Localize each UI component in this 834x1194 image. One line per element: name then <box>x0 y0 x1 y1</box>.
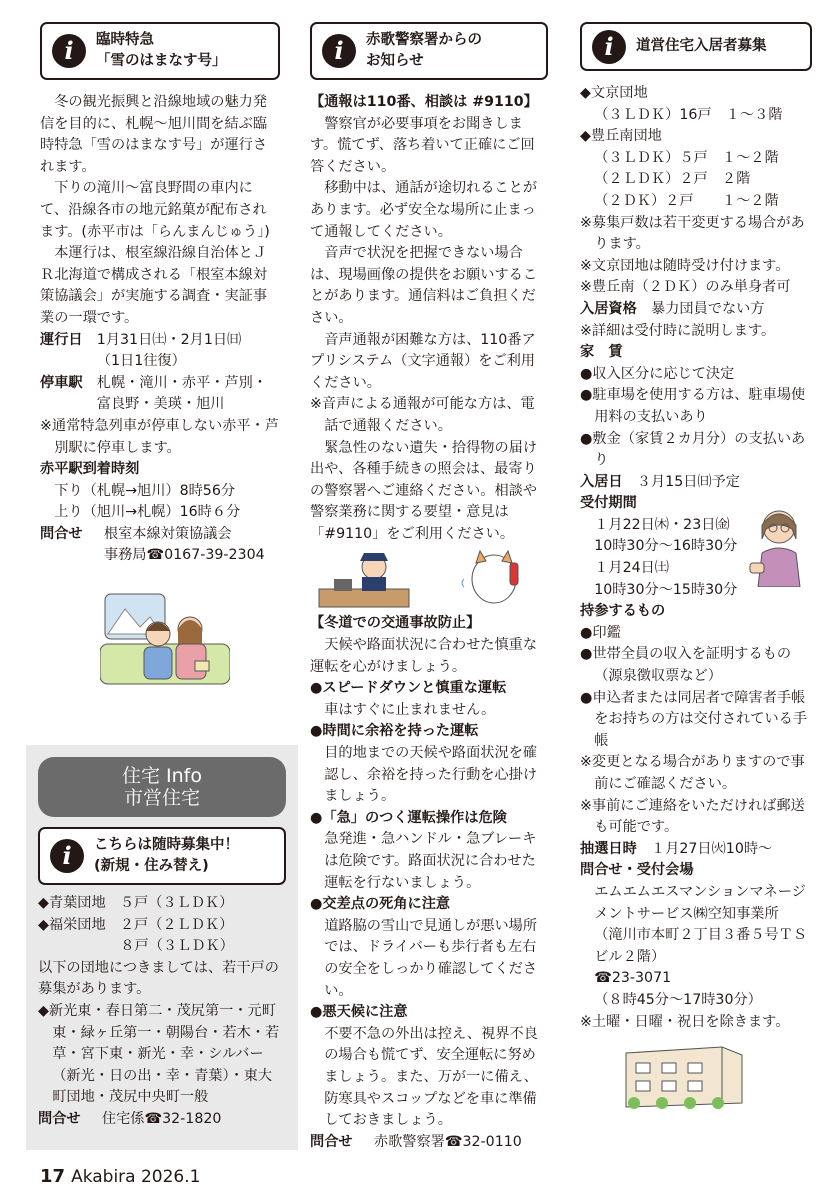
publication-title: Akabira 2026.1 <box>71 1167 201 1187</box>
rent-item-2: ●駐車場を使用する方は、駐車場使用料の支払いあり <box>580 387 806 425</box>
train-passengers-illustration <box>100 589 230 694</box>
unit-line-4: （３ＬＤＫ）５戸 １～２階 <box>594 149 779 166</box>
prefectural-housing-title: 道営住宅入居者募集 <box>636 38 767 54</box>
housing-note-1: ※募集戸数は若干変更する場合があります。 <box>580 214 805 253</box>
prefectural-housing-header <box>580 22 812 71</box>
contact-label: 問合せ・受付会場 <box>580 862 694 879</box>
traffic-intro: 天候や路面状況に合わせた慎重な運転を心がけましょう。 <box>310 637 538 675</box>
info-icon: i <box>50 839 84 873</box>
qualification: 入居資格 暴力団員でない方 <box>580 300 765 317</box>
operation-date: 運行日 1月31日㈯・2月1日㈰ <box>40 331 242 348</box>
apartment-building-illustration <box>622 1043 746 1115</box>
bring-item-2: ●世帯全員の収入を証明するもの（源泉徴収票など） <box>580 646 792 685</box>
housing-line2: ◆福栄団地 ２戸（２ＬＤＫ） <box>38 916 234 933</box>
reception-period <box>580 493 812 601</box>
housing-header <box>38 827 286 885</box>
period-label: 受付期間 <box>580 495 637 512</box>
arrival-down: 下り（札幌→旭川）8時56分 <box>54 482 236 499</box>
housing-banner-line2: 市営住宅 <box>123 787 200 809</box>
police-column <box>310 22 548 1153</box>
period-line-3: １月24日㈯ <box>594 560 669 577</box>
train-paragraph-2: 下りの滝川～富良野間の車内にて、沿線各市の地元銘菓が配布されます。(赤平市は「らんまんじゅう」) <box>40 180 270 240</box>
police-paragraph-4: 音声通報が困難な方は、110番アプリシステム（文字通報）をご利用ください。 <box>310 331 536 391</box>
traffic-item-2: ●時間に余裕を持った運転 目的地までの天候や路面状況を確認し、余裕を持った行動を心掛けましょう。 <box>310 723 538 805</box>
rent-label: 家 賃 <box>580 344 623 361</box>
police-paragraph-1: 警察官が必要事項をお聞きします。慌てず、落ち着いて正確にご回答ください。 <box>310 115 535 175</box>
housing-note-4: ※詳細は受付時に説明します。 <box>580 322 776 339</box>
housing-banner-line1: 住宅 Info <box>122 765 202 787</box>
housing-note-3: ※豊丘南（２ＤＫ）のみ単身者可 <box>580 279 791 296</box>
police-paragraph-2: 移動中は、通話が途切れることがあります。必ず安全な場所に止まって通報してください。 <box>310 180 538 240</box>
unit-line-2: （３ＬＤＫ）16戸 １～３階 <box>594 106 783 123</box>
bring-item-3: ●申込者または同居者で障害者手帳をお持ちの方は交付されている手帳 <box>580 689 808 749</box>
police-subheading-1: 【通報は110番、相談は #9110】 <box>310 94 538 110</box>
city-housing-panel <box>26 745 298 1150</box>
train-inquiry-line2: 事務局☎0167-39-2304 <box>103 547 265 564</box>
contact-line-1: エムエムエスマンションマネージメントサービス㈱空知事業所 <box>594 883 806 922</box>
bring-item-1: ●印鑑 <box>580 624 621 641</box>
rent-item-3: ●敷金（家賃２カ月分）の支払いあり <box>580 430 806 469</box>
page-footer <box>40 1166 200 1187</box>
prefectural-housing-column <box>580 22 812 1115</box>
train-note: ※通常特急列車が停車しない赤平・芦別駅に停車します。 <box>40 417 279 456</box>
rent-item-1: ●収入区分に応じて決定 <box>580 365 735 382</box>
train-inquiry: 問合せ 根室本線対策協議会 事務局☎0167-39-2304 <box>40 524 280 567</box>
period-line-4: 10時30分～15時30分 <box>594 581 738 598</box>
info-icon: i <box>52 34 86 68</box>
police-paragraph-5: 緊急性のない遺失・拾得物の届け出や、各種手続きの照会は、最寄りの警察署へご連絡ください。相談や警察業務に関する要望・意見は「#9110」をご利用ください。 <box>310 439 538 542</box>
period-line-2: 10時30分～16時30分 <box>594 538 738 555</box>
traffic-item-4: ●交差点の死角に注意 道路脇の雪山で見通しが悪い場所では、ドライバーも歩行者も左右の安全をしっかり確認してください。 <box>310 896 538 999</box>
traffic-item-3: ●「急」のつく運転操作は危険 急発進・急ハンドル・急ブレーキは危険です。路面状況に合わせた運転を行ないましょう。 <box>310 809 537 891</box>
receptionist-illustration <box>746 503 812 587</box>
housing-line1: ◆青葉団地 ５戸（３ＬＤＫ） <box>38 895 234 911</box>
housing-note-2: ※文京団地は随時受け付けます。 <box>580 257 790 274</box>
period-line-1: １月22日㈭・23日㈮ <box>594 516 730 533</box>
train-paragraph-3: 本運行は、根室線沿線自治体とＪＲ北海道で構成される「根室本線対策協議会」が実施する調査・実証事業の一環です。 <box>40 245 268 326</box>
housing-line3: ８戸（３ＬＤＫ） <box>120 938 234 955</box>
train-paragraph-1: 冬の観光振興と沿線地域の魅力発信を目的に、札幌～旭川間を結ぶ臨時特急「雪のはまなす号」が運行されます。 <box>40 94 268 175</box>
housing-note-7: ※土曜・日曜・祝日を除きます。 <box>580 1013 790 1030</box>
police-header-line1: 赤歌警察署からの <box>366 32 482 48</box>
stops: 停車駅 札幌・滝川・赤平・芦別・富良野・美瑛・旭川 <box>40 374 268 413</box>
housing-note-6: ※事前にご連絡をいただければ郵送も可能です。 <box>580 797 805 836</box>
police-paragraph-3: 音声で状況を把握できない場合は、現場画像の提供をお願いすることがあります。通信料はご負担ください。 <box>310 245 538 326</box>
traffic-item-5: ●悪天候に注意 不要不急の外出は控え、視界不良の場合も慌てず、安全運転に努めましょう。また、万が一に備え、防寒具やスコップなどを車に準備しておきましょう。 <box>310 1004 538 1129</box>
unit-line-6: （２ＤＫ）２戸 １～２階 <box>594 192 779 209</box>
police-header-line2: お知らせ <box>366 53 424 69</box>
police-inquiry: 問合せ 赤歌警察署☎32-0110 <box>310 1133 522 1150</box>
arrival-times-title: 赤平駅到着時刻 <box>40 461 140 478</box>
lottery-date: 抽選日時 １月27日㈫10時～ <box>580 840 773 857</box>
train-header <box>40 22 280 80</box>
train-header-line2: 「雪のはまなす号」 <box>96 53 227 69</box>
police-header <box>310 22 548 80</box>
contact-line-3: ☎23-3071 <box>594 970 672 987</box>
arrival-up: 上り（旭川→札幌）16時６分 <box>54 504 241 521</box>
bring-label: 持参するもの <box>580 603 666 620</box>
train-column <box>40 22 280 694</box>
unit-line-5: （２ＬＤＫ）２戸 ２階 <box>594 171 751 188</box>
page-number: 17 <box>40 1166 66 1187</box>
unit-line-3: ◆豊丘南団地 <box>580 128 662 145</box>
housing-banner <box>38 757 286 817</box>
housing-inquiry: 問合せ 住宅係☎32-1820 <box>38 1110 222 1127</box>
train-header-line1: 臨時特急 <box>96 32 154 48</box>
operation-sub: （1日1往復） <box>96 353 186 370</box>
police-note: ※音声による通報が可能な方は、電話で通報ください。 <box>310 396 535 434</box>
moving-date: 入居日 ３月15日㈰予定 <box>580 473 740 490</box>
train-inquiry-line1: 根室本線対策協議会 <box>103 525 232 542</box>
housing-header-line1: こちらは随時募集中！ <box>94 837 239 853</box>
traffic-item-1: ●スピードダウンと慎重な運転 車はすぐに止まれません。 <box>310 680 507 718</box>
info-icon: i <box>592 30 626 64</box>
housing-header-line2: (新規・住み替え) <box>94 858 209 874</box>
housing-text: 以下の団地につきましては、若干戸の募集があります。 <box>38 959 279 998</box>
housing-note-5: ※変更となる場合がありますので事前にご確認ください。 <box>580 754 805 792</box>
unit-line-1: ◆文京団地 <box>580 85 648 101</box>
contact-line-4: （８時45分～17時30分） <box>594 991 762 1008</box>
contact-line-2: （滝川市本町２丁目３番５号ＴＳビル２階） <box>594 927 808 965</box>
police-call-illustration <box>314 549 534 611</box>
police-subheading-2: 【冬道での交通事故防止】 <box>310 615 481 632</box>
housing-list: ◆新光東・春日第二・茂尻第一・元町東・緑ヶ丘第一・朝陽台・若木・若草・宮下東・新光・幸・シルバー（新光・日の出・幸・青葉）・東大町団地・茂尻中央町一般 <box>38 1002 280 1106</box>
info-icon: i <box>322 34 356 68</box>
